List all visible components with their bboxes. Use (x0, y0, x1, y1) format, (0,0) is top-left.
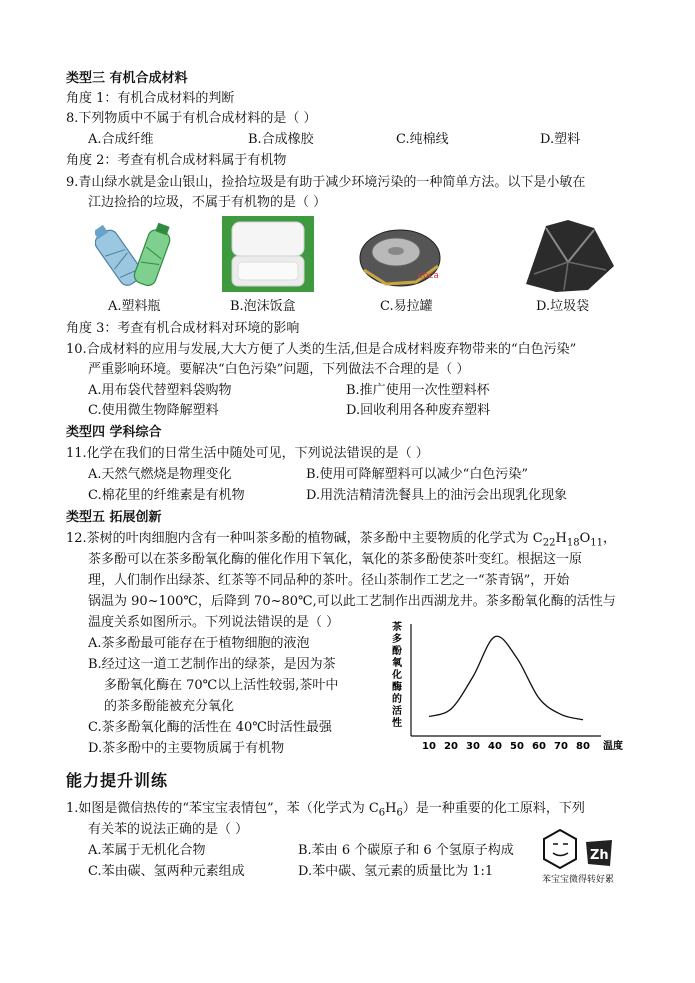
angle3-text: 角度 3：考查有机合成材料对环境的影响 (66, 321, 300, 336)
q12-line4: 锅温为 90~100℃，后降到 70~80℃,可以此工艺制作出西湖龙井。茶多酚氧化酶的活性与 (88, 594, 616, 609)
q9-caption-a[interactable]: A.塑料瓶 (108, 299, 161, 314)
type4-heading: 类型四 学科综合 (66, 425, 162, 440)
q9-caption-d[interactable]: D.垃圾袋 (536, 299, 590, 314)
pop-can-image (356, 218, 444, 294)
chart-x-tick-label: 40 (488, 741, 502, 752)
q8-stem: 8.下列物质中不属于有机合成材料的是（ ） (66, 111, 317, 126)
chart-y-label-char: 性 (392, 718, 402, 729)
angle2-text: 角度 2：考查有机合成材料属于有机物 (66, 153, 287, 168)
q11-option-d[interactable]: D.用洗洁精清洗餐具上的油污会出现乳化现象 (306, 488, 568, 503)
ability-q1-option-c[interactable]: C.苯由碳、氢两种元素组成 (88, 864, 245, 879)
chart-x-tick-label: 50 (510, 741, 524, 752)
ability-q1-option-a[interactable]: A.苯属于无机化合物 (88, 843, 206, 858)
ability-heading: 能力提升训练 (66, 771, 169, 790)
chart-x-tick-label: 10 (422, 741, 436, 752)
q11-stem: 11.化学在我们的日常生活中随处可见，下列说法错误的是（ ） (66, 446, 429, 461)
q12-option-c[interactable]: C.茶多酚氧化酶的活性在 40℃时活性最强 (88, 720, 332, 735)
chart-y-label-char: 茶 (392, 622, 402, 633)
chart-y-label-char: 酶 (392, 682, 402, 693)
q9-stem-line2: 江边捡拾的垃圾，不属于有机物的是（ ） (88, 195, 327, 210)
ability-q1-option-d[interactable]: D.苯中碳、氢元素的质量比为 1:1 (298, 864, 494, 879)
q11-option-c[interactable]: C.棉花里的纤维素是有机物 (88, 488, 245, 503)
q10-option-d[interactable]: D.回收利用各种废弃塑料 (346, 403, 491, 418)
q12-option-d[interactable]: D.茶多酚中的主要物质属于有机物 (88, 741, 285, 756)
chart-x-axis-label: 温度 (603, 741, 623, 752)
q10-option-c[interactable]: C.使用微生物降解塑料 (88, 403, 219, 418)
ability-q1-line2: 有关苯的说法正确的是（ ） (88, 822, 249, 837)
garbage-bag-image (516, 214, 620, 296)
ability-q1-line1: 1.如图是微信热传的“苯宝宝表情包”，苯（化学式为 $C_6H_6$）是一种重要的化工原料，下列 (66, 801, 585, 819)
chart-y-label-char: 活 (392, 706, 402, 717)
q11-option-b[interactable]: B.使用可降解塑料可以减少“白色污染” (306, 467, 528, 482)
q12-line2: 茶多酚可以在茶多酚氧化酶的催化作用下氧化，氧化的茶多酚使茶叶变红。根据这一原 (88, 552, 583, 567)
enzyme-activity-chart (365, 620, 635, 758)
ability-q1-option-b[interactable]: B.苯由 6 个碳原子和 6 个氢原子构成 (298, 843, 514, 858)
chart-y-label-char: 酚 (392, 646, 402, 657)
benzene-baby-emoji-image (540, 826, 620, 874)
q8-option-a[interactable]: A.合成纤维 (88, 132, 154, 147)
q12-line5: 温度关系如图所示。下列说法错误的是（ ） (88, 615, 340, 630)
chart-y-label-char: 化 (392, 670, 402, 681)
q10-stem-line2: 严重影响环境。要解决“白色污染”问题，下列做法不合理的是（ ） (88, 362, 470, 377)
chart-y-label-char: 的 (392, 694, 402, 705)
chart-x-tick-label: 30 (466, 741, 480, 752)
q12-option-a[interactable]: A.茶多酚最可能存在于植物细胞的液泡 (88, 636, 310, 651)
chart-y-label-char: 氧 (392, 658, 402, 669)
svg-text:coca: coca (418, 271, 439, 281)
foam-lunchbox-image (222, 216, 314, 292)
q9-stem-line1: 9.青山绿水就是金山银山，捡拾垃圾是有助于减少环境污染的一种简单方法。以下是小敏在 (66, 175, 586, 190)
chart-x-tick-label: 60 (532, 741, 546, 752)
q8-option-c[interactable]: C.纯棉线 (396, 132, 449, 147)
plastic-bottles-image (95, 218, 177, 294)
angle1-text: 角度 1：有机合成材料的判断 (66, 91, 235, 106)
chart-x-tick-label: 70 (554, 741, 568, 752)
q12-line3: 理，人们制作出绿茶、红茶等不同品种的茶叶。径山茶制作工艺之一“茶青锅”，开始 (88, 573, 570, 588)
chart-x-tick-label: 80 (576, 741, 590, 752)
q12-option-b[interactable]: B.经过这一道工艺制作出的绿茶，是因为茶 (88, 657, 336, 672)
q12-option-b-line2: 多酚氧化酶在 70℃以上活性较弱,茶叶中 (104, 678, 339, 693)
emoji-text: Zh (590, 848, 609, 863)
chart-activity-curve (429, 636, 583, 720)
chart-y-axis-label (391, 620, 403, 729)
emoji-caption: 苯宝宝微得转好累 (542, 875, 615, 885)
q10-stem-line1: 10.合成材料的应用与发展,大大方便了人类的生活,但是合成材料废弃物带来的“白色污染” (66, 342, 577, 357)
q9-caption-b[interactable]: B.泡沫饭盒 (230, 299, 296, 314)
chart-y-label-char: 多 (392, 634, 402, 645)
q11-option-a[interactable]: A.天然气燃烧是物理变化 (88, 467, 232, 482)
q8-option-b[interactable]: B.合成橡胶 (248, 132, 314, 147)
q10-option-b[interactable]: B.推广使用一次性塑料杯 (346, 383, 490, 398)
chart-x-tick-label: 20 (444, 741, 458, 752)
q10-option-a[interactable]: A.用布袋代替塑料袋购物 (88, 383, 232, 398)
q12-line1: 12.茶树的叶肉细胞内含有一种叫茶多酚的植物碱，茶多酚中主要物质的化学式为 $C_{22}H_{18}O_{11}$， (66, 531, 616, 549)
type3-heading: 类型三 有机合成材料 (66, 71, 188, 86)
q8-option-d[interactable]: D.塑料 (540, 132, 581, 147)
q12-option-b-line3: 的茶多酚能被充分氧化 (104, 699, 235, 714)
q9-caption-c[interactable]: C.易拉罐 (380, 299, 433, 314)
type5-heading: 类型五 拓展创新 (66, 510, 162, 525)
